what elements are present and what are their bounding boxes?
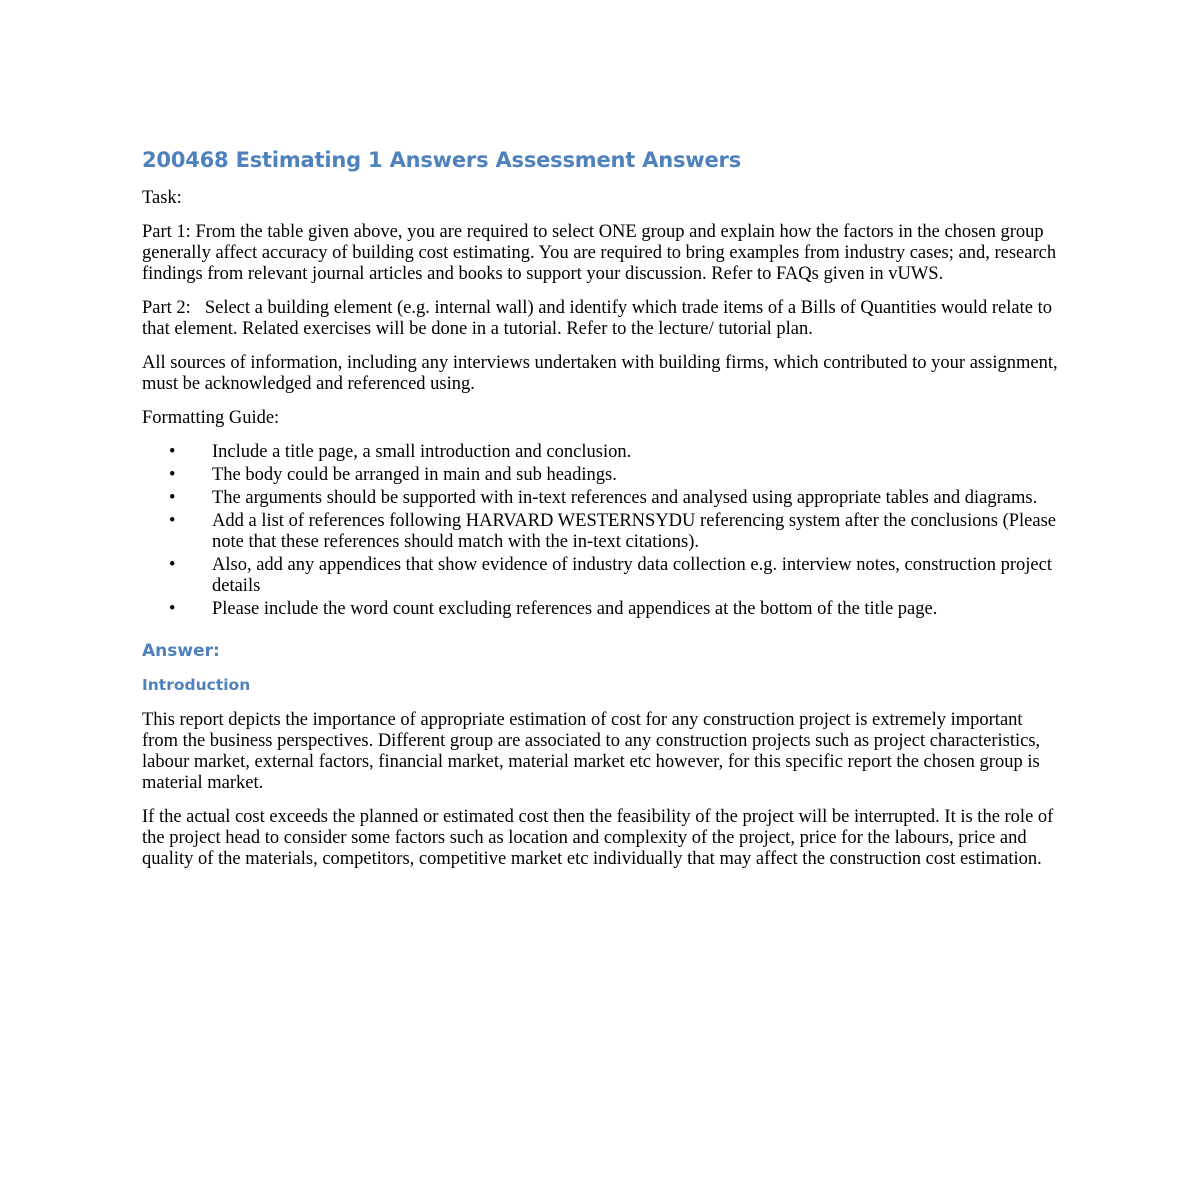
bullet-icon: • [169, 511, 176, 531]
bullet-icon: • [169, 465, 176, 485]
list-item [142, 488, 1060, 509]
list-item [142, 555, 1060, 597]
bullet-icon: • [169, 488, 176, 508]
document-page [142, 144, 1060, 883]
bullet-icon: • [169, 442, 176, 462]
list-item-text: The body could be arranged in main and sub headings. [212, 465, 617, 485]
list-item [142, 511, 1060, 553]
task-label: Task: [142, 188, 182, 208]
part2-label: Part 2: [142, 298, 191, 318]
formatting-guide-list [142, 442, 1060, 620]
list-item-text: Include a title page, a small introduction and conclusion. [212, 442, 632, 462]
document-title: 200468 Estimating 1 Answers Assessment Answers [142, 148, 742, 172]
list-item-text: Add a list of references following HARVARD WESTERNSYDU referencing system after the conclusions (Please note that these references should match with the in-text citations). [212, 511, 1057, 552]
part2-text: Select a building element (e.g. internal wall) and identify which trade items of a Bills of Quantities would relate to that element. Related exercises will be done in a tutorial. Refer to the lecture/ tutorial plan. [142, 298, 1052, 339]
bullet-icon: • [169, 599, 176, 619]
intro-paragraph-1: This report depicts the importance of appropriate estimation of cost for any construction project is extremely important from the business perspectives. Different group are associated to any construction projects such as project characteristics, labour market, external factors, financial market, material market etc however, for this specific report the chosen group is material market. [142, 710, 1041, 793]
list-item-text: Also, add any appendices that show evidence of industry data collection e.g. interview notes, construction project details [212, 555, 1052, 596]
part2-paragraph [142, 298, 1060, 340]
list-item [142, 465, 1060, 486]
list-item-text: The arguments should be supported with in-text references and analysed using appropriate tables and diagrams. [212, 488, 1038, 508]
sources-paragraph: All sources of information, including any interviews undertaken with building firms, which contributed to your assignment, must be acknowledged and referenced using. [142, 353, 1058, 394]
list-item [142, 599, 1060, 620]
answer-heading: Answer: [142, 641, 220, 661]
part1-paragraph: Part 1: From the table given above, you are required to select ONE group and explain how the factors in the chosen group generally affect accuracy of building cost estimating. You are required to bring examples from industry cases; and, research findings from relevant journal articles and books to support your discussion. Refer to FAQs given in vUWS. [142, 222, 1057, 284]
formatting-guide-label: Formatting Guide: [142, 408, 280, 428]
bullet-icon: • [169, 555, 176, 575]
list-item [142, 442, 1060, 463]
introduction-heading: Introduction [142, 676, 251, 694]
intro-paragraph-2: If the actual cost exceeds the planned or estimated cost then the feasibility of the project will be interrupted. It is the role of the project head to consider some factors such as location and complexity of the project, price for the labours, price and quality of the materials, competitors, competitive market etc individually that may affect the construction cost estimation. [142, 807, 1054, 869]
list-item-text: Please include the word count excluding references and appendices at the bottom of the title page. [212, 599, 938, 619]
